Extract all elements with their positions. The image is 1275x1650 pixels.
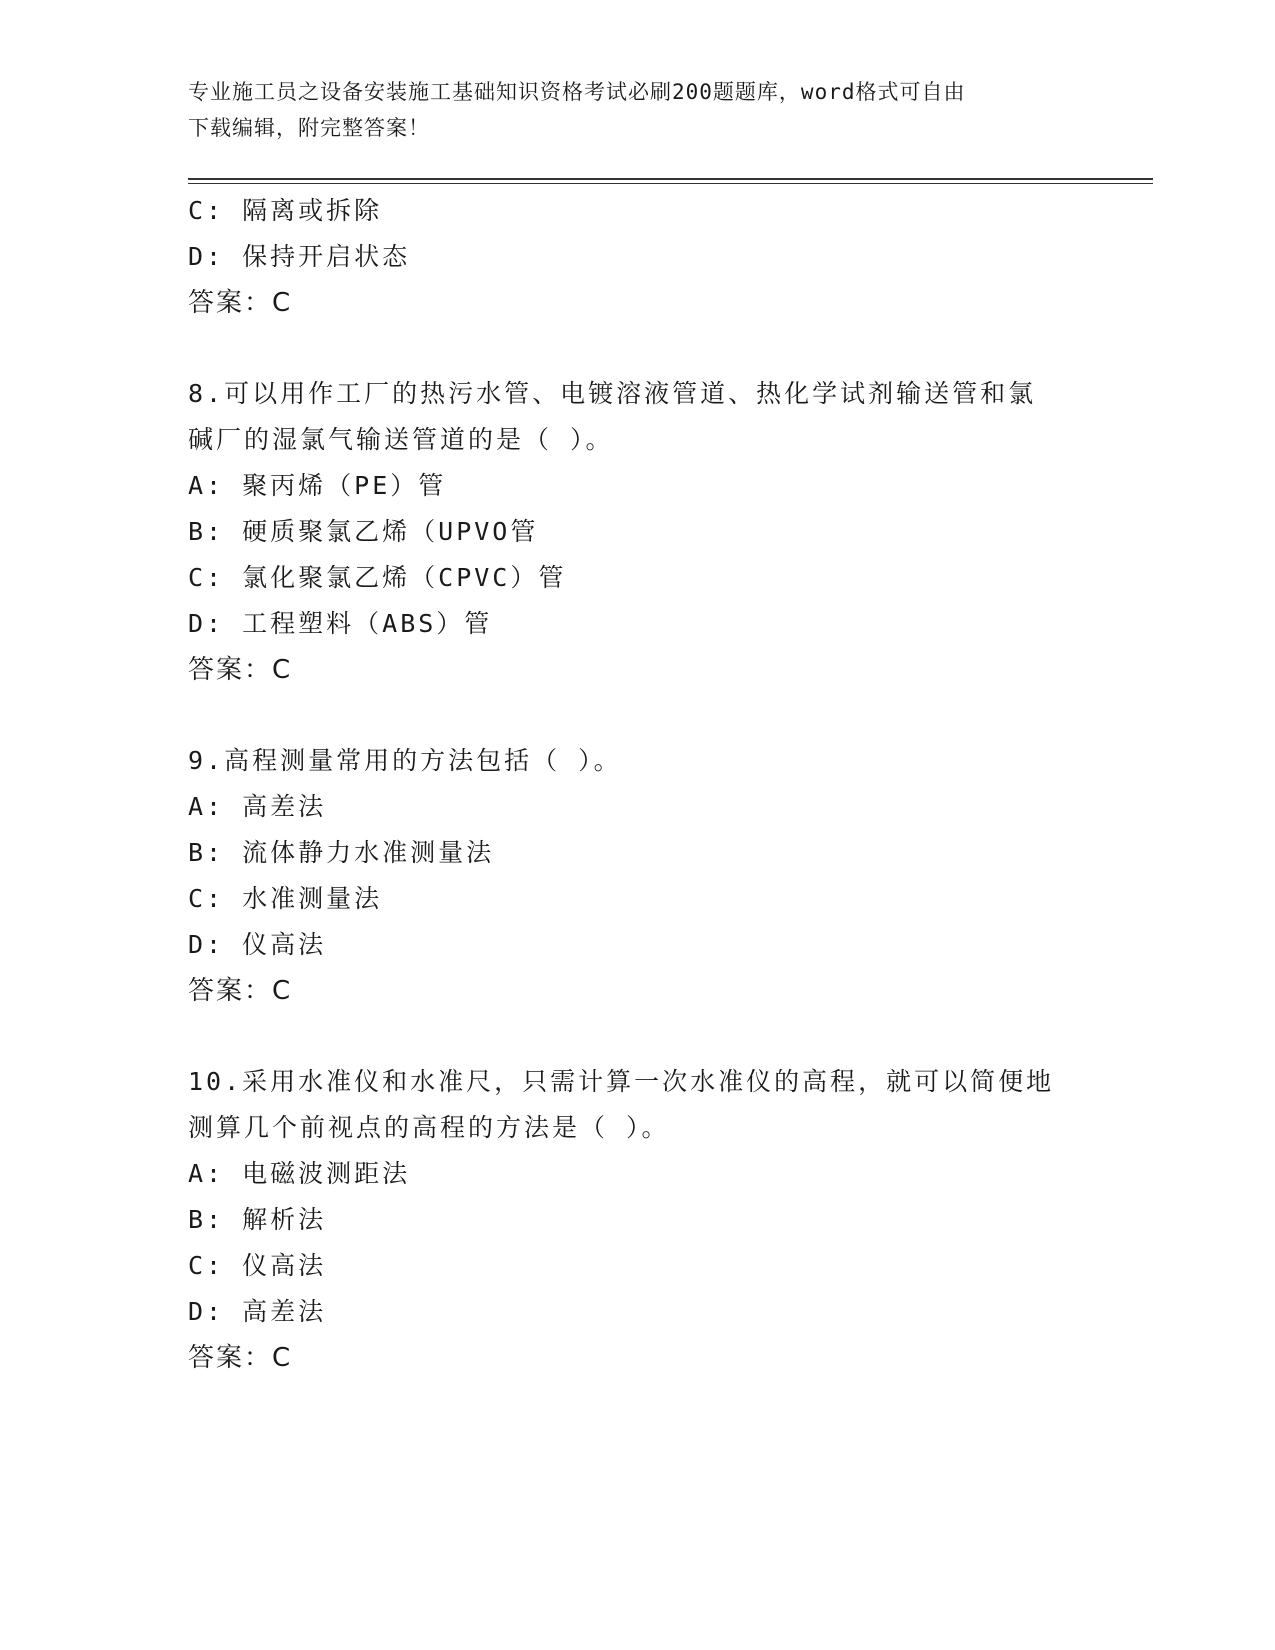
question-gap bbox=[188, 326, 1108, 371]
question-stem: 9.高程测量常用的方法包括（ ）。 bbox=[188, 746, 622, 775]
option-c: C: 隔离或拆除 bbox=[188, 196, 383, 225]
option-d: D: 高差法 bbox=[188, 1297, 327, 1326]
option-d: D: 工程塑料（ABS）管 bbox=[188, 609, 493, 638]
option-d: D: 保持开启状态 bbox=[188, 242, 411, 271]
question-gap bbox=[188, 693, 1108, 738]
question-stem-continued: 碱厂的湿氯气输送管道的是（ ）。 bbox=[188, 425, 614, 454]
answer-line: 答案：C bbox=[188, 1343, 293, 1373]
option-c: C: 氯化聚氯乙烯（CPVC）管 bbox=[188, 563, 567, 592]
header-divider-thin bbox=[188, 183, 1153, 184]
answer-line: 答案：C bbox=[188, 288, 293, 318]
header-line-2: 下载编辑，附完整答案！ bbox=[188, 116, 430, 140]
header-divider-thick bbox=[188, 178, 1153, 180]
option-b: B: 硬质聚氯乙烯（UPVO管 bbox=[188, 517, 539, 546]
answer-line: 答案：C bbox=[188, 976, 293, 1006]
option-b: B: 解析法 bbox=[188, 1205, 327, 1234]
option-a: A: 聚丙烯（PE）管 bbox=[188, 471, 447, 500]
question-stem: 8.可以用作工厂的热污水管、电镀溶液管道、热化学试剂输送管和氯 bbox=[188, 379, 1037, 408]
option-d: D: 仪高法 bbox=[188, 930, 327, 959]
question-list bbox=[188, 188, 1108, 1381]
question-7-partial bbox=[188, 188, 1108, 326]
option-a: A: 高差法 bbox=[188, 792, 327, 821]
document-header bbox=[188, 74, 1088, 146]
option-b: B: 流体静力水准测量法 bbox=[188, 838, 495, 867]
question-10 bbox=[188, 1059, 1108, 1381]
question-gap bbox=[188, 1014, 1108, 1059]
option-c: C: 水准测量法 bbox=[188, 884, 383, 913]
answer-line: 答案：C bbox=[188, 655, 293, 685]
question-stem: 10.采用水准仪和水准尺，只需计算一次水准仪的高程，就可以简便地 bbox=[188, 1067, 1055, 1096]
question-8 bbox=[188, 371, 1108, 693]
option-c: C: 仪高法 bbox=[188, 1251, 327, 1280]
question-stem-continued: 测算几个前视点的高程的方法是（ ）。 bbox=[188, 1113, 670, 1142]
option-a: A: 电磁波测距法 bbox=[188, 1159, 411, 1188]
header-line-1: 专业施工员之设备安装施工基础知识资格考试必刷200题题库，word格式可自由 bbox=[188, 80, 966, 104]
question-9 bbox=[188, 738, 1108, 1014]
